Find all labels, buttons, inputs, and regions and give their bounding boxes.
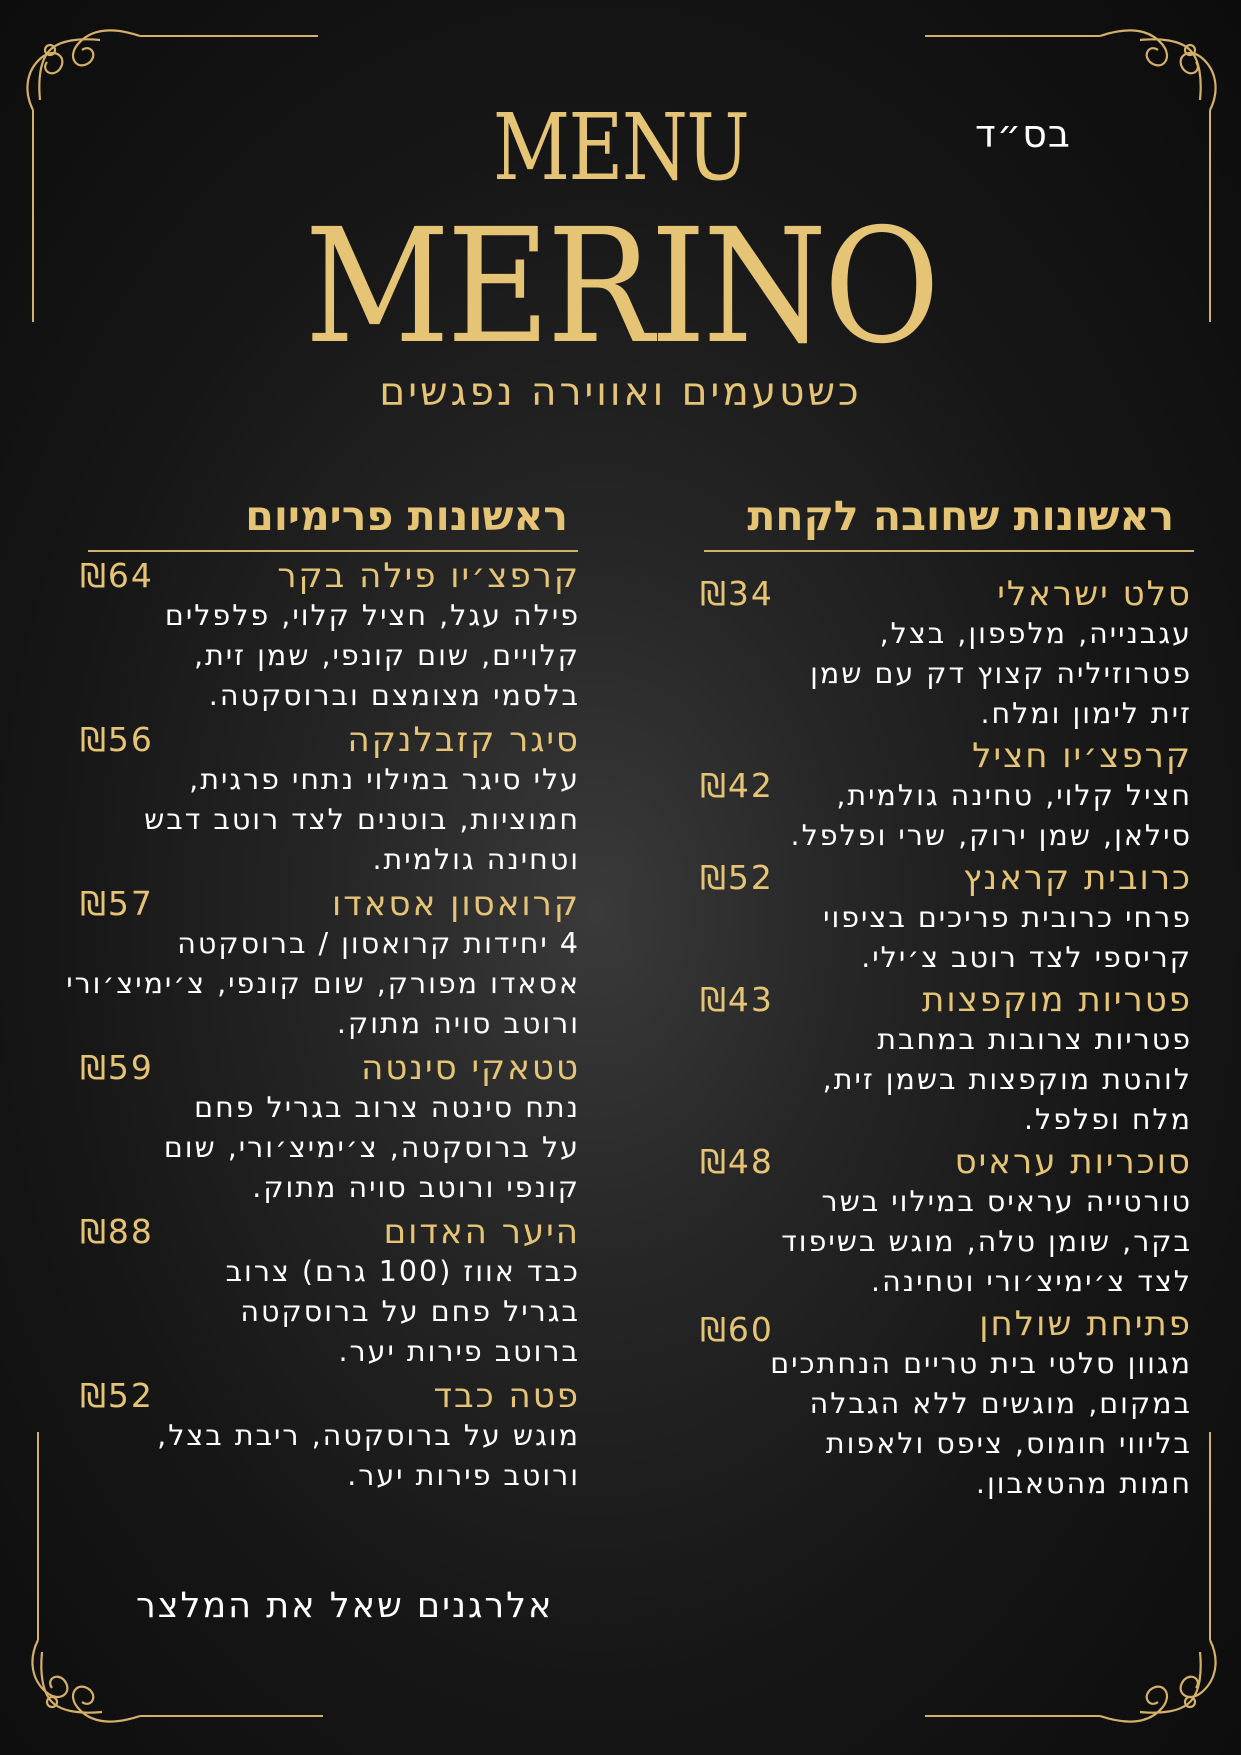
item-name: סוכריות עראיס bbox=[954, 1142, 1192, 1182]
section-must-have-starters bbox=[700, 490, 1192, 1504]
menu-item bbox=[700, 980, 1192, 1140]
corner-flourish-bottom-right bbox=[1100, 1640, 1216, 1722]
item-name: פטריות מוקפצות bbox=[922, 980, 1192, 1020]
item-price: ₪43 bbox=[700, 980, 774, 1019]
menu-item bbox=[700, 1304, 1192, 1504]
item-price: ₪48 bbox=[700, 1142, 774, 1181]
item-price: ₪64 bbox=[80, 556, 154, 595]
item-description: מגוון סלטי בית טריים הנחתכים במקום, מוגשים ללא הגבלה בליווי חומוס, ציפס ולאפות חמות מהטאבון. bbox=[770, 1347, 1192, 1500]
item-description: עלי סיגר במילוי נתחי פרגית, חמוציות, בוטנים לצד רוטב דבש וטחינה גולמית. bbox=[144, 763, 580, 876]
section-divider bbox=[88, 550, 578, 552]
item-price: ₪60 bbox=[700, 1310, 774, 1349]
item-price: ₪52 bbox=[700, 858, 774, 897]
item-price: ₪88 bbox=[80, 1212, 154, 1251]
menu-item bbox=[62, 720, 580, 880]
item-description: עגבנייה, מלפפון, בצל, פטרוזיליה קצוץ דק עם שמן זית לימון ומלח. bbox=[810, 617, 1192, 730]
item-description: פרחי כרובית פריכים בציפוי קריספי לצד רוטב צ׳ילי. bbox=[823, 901, 1192, 974]
corner-flourish-bottom-left bbox=[32, 1640, 140, 1722]
item-description: כבד אווז (100 גרם) צרוב בגריל פחם על ברוסקטה ברוטב פירות יער. bbox=[225, 1255, 580, 1368]
item-name: היער האדום bbox=[383, 1212, 580, 1252]
item-description: פטריות צרובות במחבת לוהטת מוקפצות בשמן זית, מלח ופלפל. bbox=[822, 1023, 1192, 1136]
item-name: קרפצ׳יו חציל bbox=[972, 736, 1192, 776]
item-description: חציל קלוי, טחינה גולמית, סילאן, שמן ירוק, שרי ופלפל. bbox=[790, 779, 1192, 852]
menu-item bbox=[62, 1048, 580, 1208]
menu-heading: MENU bbox=[492, 94, 749, 201]
item-price: ₪52 bbox=[80, 1376, 154, 1415]
item-name: סיגר קזבלנקה bbox=[347, 720, 580, 760]
menu-item bbox=[62, 1212, 580, 1372]
allergens-note: אלרגנים שאל את המלצר bbox=[136, 1586, 554, 1626]
item-name: פתיחת שולחן bbox=[979, 1304, 1192, 1344]
section-premium-starters bbox=[62, 490, 580, 1496]
menu-item bbox=[700, 1142, 1192, 1302]
item-price: ₪57 bbox=[80, 884, 154, 923]
item-price: ₪34 bbox=[700, 574, 774, 613]
item-name: קרואסון אסאדו bbox=[331, 884, 580, 924]
section-title: ראשונות פרימיום bbox=[245, 492, 568, 540]
menu-item bbox=[700, 858, 1192, 978]
menu-item bbox=[62, 556, 580, 716]
tagline: כשטעמים ואווירה נפגשים bbox=[379, 370, 862, 415]
item-price: ₪56 bbox=[80, 720, 154, 759]
item-name: כרובית קראנץ bbox=[963, 858, 1192, 898]
item-name: טטאקי סינטה bbox=[361, 1048, 580, 1088]
blessing-text: בס״ד bbox=[975, 112, 1071, 156]
item-description: פילה עגל, חציל קלוי, פלפלים קלויים, שום קונפי, שמן זית, בלסמי מצומצם וברוסקטה. bbox=[164, 599, 580, 712]
item-price: ₪59 bbox=[80, 1048, 154, 1087]
item-description: 4 יחידות קרואסון / ברוסקטה אסאדו מפורק, שום קונפי, צ׳ימיצ׳ורי ורוטב סויה מתוק. bbox=[66, 927, 580, 1040]
menu-item bbox=[62, 1376, 580, 1496]
corner-flourish-top-right bbox=[1100, 30, 1216, 110]
item-price: ₪42 bbox=[700, 766, 774, 805]
menu-item bbox=[700, 560, 1192, 734]
menu-item bbox=[62, 884, 580, 1044]
section-divider bbox=[704, 550, 1194, 552]
item-name: פטה כבד bbox=[433, 1376, 580, 1416]
corner-flourish-top-left bbox=[27, 30, 140, 110]
item-description: טורטייה עראיס במילוי בשר בקר, שומן טלה, מוגש בשיפוד לצד צ׳ימיצ׳ורי וטחינה. bbox=[781, 1185, 1192, 1298]
item-description: נתח סינטה צרוב בגריל פחם על ברוסקטה, צ׳ימיצ׳ורי, שום קונפי ורוטב סויה מתוק. bbox=[163, 1091, 580, 1204]
menu-item bbox=[700, 736, 1192, 856]
item-name: סלט ישראלי bbox=[997, 574, 1192, 614]
item-name: קרפצ׳יו פילה בקר bbox=[277, 556, 580, 596]
restaurant-name: MERINO bbox=[304, 195, 937, 379]
section-title: ראשונות שחובה לקחת bbox=[747, 492, 1174, 540]
item-description: מוגש על ברוסקטה, ריבת בצל, ורוטב פירות יער. bbox=[157, 1419, 580, 1492]
